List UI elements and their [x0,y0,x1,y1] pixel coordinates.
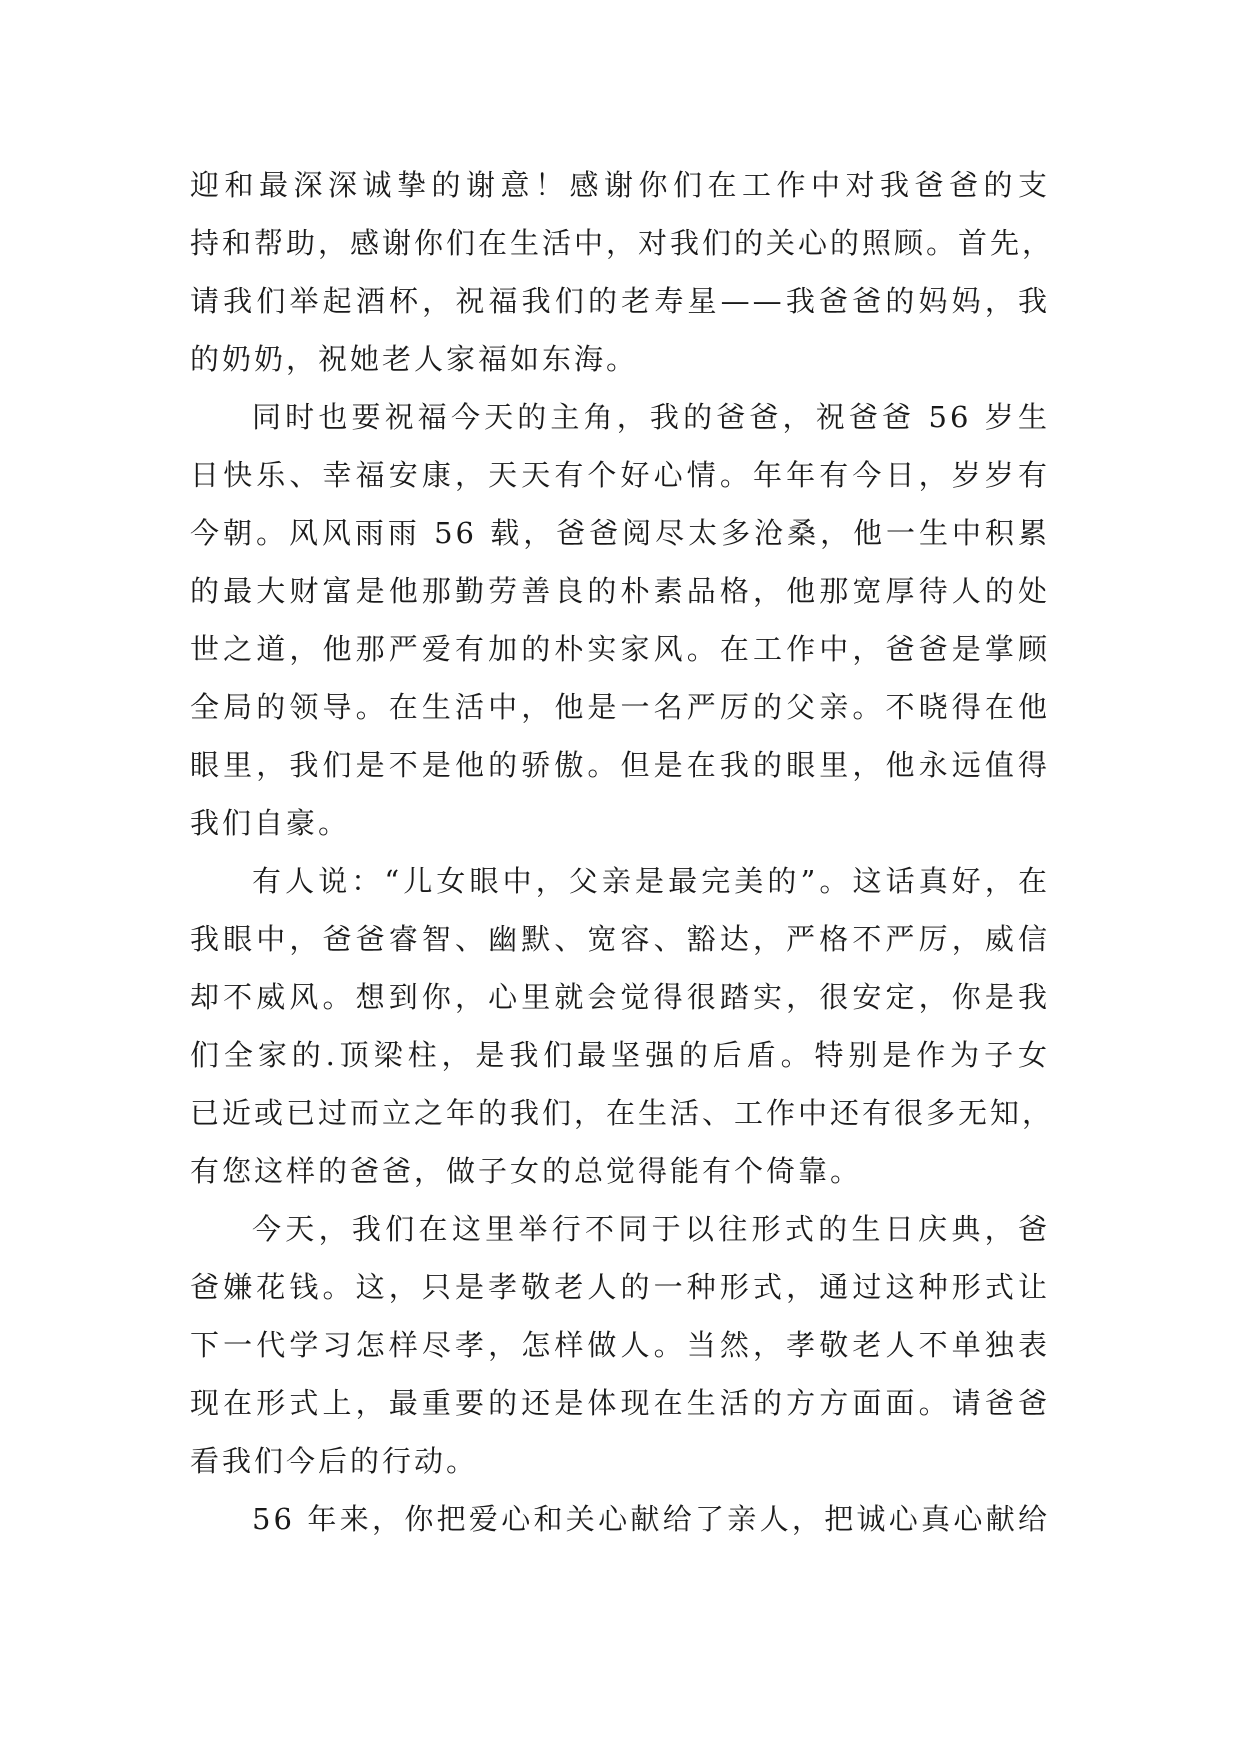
text-line: 全局的领导。在生活中，他是一名严厉的父亲。不晓得在他 [190,690,1050,724]
text-line: 同时也要祝福今天的主角，我的爸爸，祝爸爸 56 岁生 [252,400,1050,434]
text-line: 请我们举起酒杯，祝福我们的老寿星——我爸爸的妈妈，我 [190,284,1050,318]
text-line: 眼里，我们是不是他的骄傲。但是在我的眼里，他永远值得 [190,748,1050,782]
paragraph [190,1490,1050,1548]
text-line: 的最大财富是他那勤劳善良的朴素品格，他那宽厚待人的处 [190,574,1050,608]
text-line: 今朝。风风雨雨 56 载，爸爸阅尽太多沧桑，他一生中积累 [190,516,1050,550]
text-line: 日快乐、幸福安康，天天有个好心情。年年有今日，岁岁有 [190,458,1050,492]
text-line: 已近或已过而立之年的我们，在生活、工作中还有很多无知， [190,1096,1055,1130]
text-line: 的奶奶，祝她老人家福如东海。 [190,342,639,376]
text-line: 们全家的.顶梁柱，是我们最坚强的后盾。特别是作为子女 [190,1038,1050,1072]
paragraph [190,852,1055,1200]
document-body [190,156,1055,1548]
text-line: 我眼中，爸爸睿智、幽默、宽容、豁达，严格不严厉，威信 [190,922,1050,956]
paragraph [190,388,1050,852]
text-line: 却不威风。想到你，心里就会觉得很踏实，很安定，你是我 [190,980,1050,1014]
text-line: 现在形式上，最重要的还是体现在生活的方方面面。请爸爸 [190,1386,1050,1420]
text-line: 下一代学习怎样尽孝，怎样做人。当然，孝敬老人不单独表 [190,1328,1050,1362]
text-line: 爸嫌花钱。这，只是孝敬老人的一种形式，通过这种形式让 [190,1270,1050,1304]
text-line: 有人说：“儿女眼中，父亲是最完美的”。这话真好，在 [252,864,1050,898]
text-line: 有您这样的爸爸，做子女的总觉得能有个倚靠。 [190,1154,863,1188]
text-line: 我们自豪。 [190,806,351,840]
text-line: 持和帮助，感谢你们在生活中，对我们的关心的照顾。首先， [190,226,1055,260]
paragraph [190,156,1055,388]
text-line: 56 年来，你把爱心和关心献给了亲人，把诚心真心献给 [252,1502,1050,1536]
text-line: 今天，我们在这里举行不同于以往形式的生日庆典，爸 [252,1212,1050,1246]
text-line: 世之道，他那严爱有加的朴实家风。在工作中，爸爸是掌顾 [190,632,1050,666]
text-line: 看我们今后的行动。 [190,1444,479,1478]
paragraph [190,1200,1050,1490]
text-line: 迎和最深深诚挚的谢意！感谢你们在工作中对我爸爸的支 [190,168,1050,202]
